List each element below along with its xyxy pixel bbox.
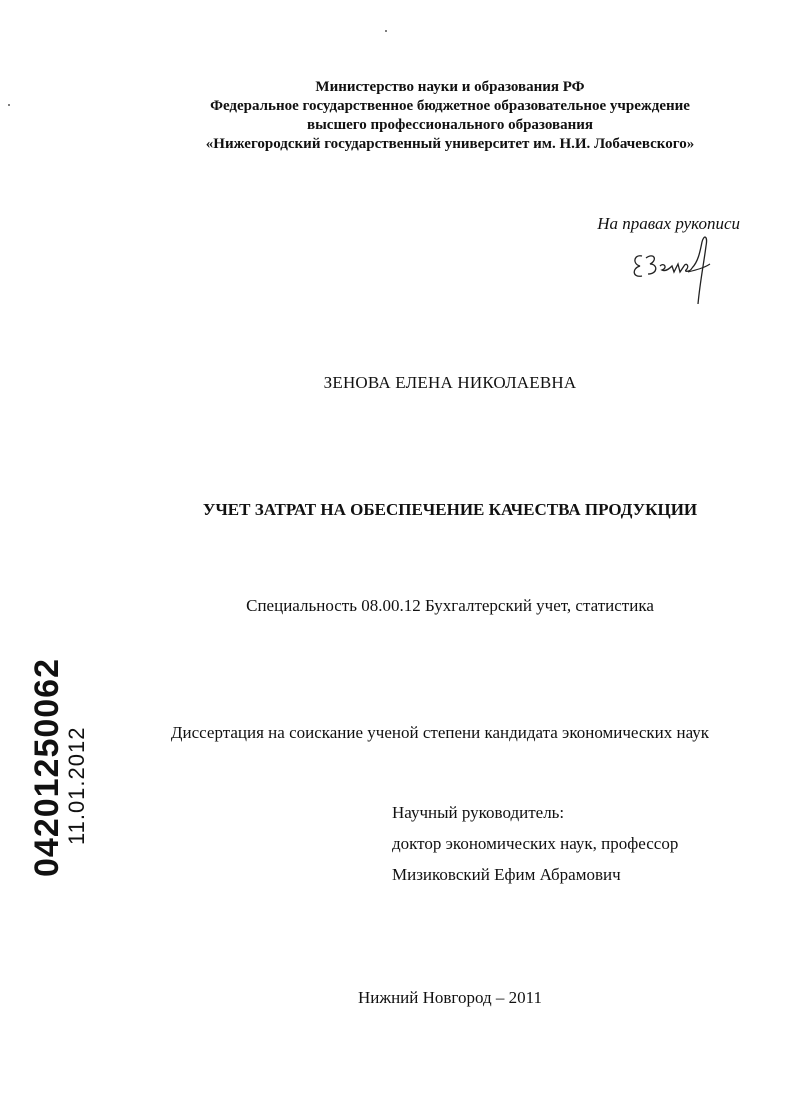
education-level-line: высшего профессионального образования	[306, 117, 593, 133]
degree-statement: Диссертация на соискание ученой степени кандидата экономических наук	[170, 723, 710, 742]
supervisor-degree: доктор экономических наук, профессор	[392, 834, 679, 853]
supervisor-label: Научный руководитель:	[392, 803, 565, 822]
university-name-line: «Нижегородский государственный университет им. Н.И. Лобачевского»	[205, 136, 695, 152]
dissertation-title: УЧЕТ ЗАТРАТ НА ОБЕСПЕЧЕНИЕ КАЧЕСТВА ПРОДУКЦИИ	[202, 500, 698, 519]
supervisor-block	[392, 797, 678, 890]
handwritten-signature	[628, 232, 728, 312]
specialty: Специальность 08.00.12 Бухгалтерский учет, статистика	[246, 596, 654, 615]
manuscript-note: На правах рукописи	[597, 214, 740, 233]
library-stamp-date: 11.01.2012	[64, 726, 89, 845]
scan-speck	[385, 30, 387, 32]
author-name: ЗЕНОВА ЕЛЕНА НИКОЛАЕВНА	[323, 373, 577, 392]
institution-header	[140, 78, 760, 154]
library-stamp-code: 04201250062	[28, 657, 66, 877]
scan-speck	[8, 104, 10, 106]
ministry-line: Министерство науки и образования РФ	[315, 79, 585, 95]
supervisor-name: Мизиковский Ефим Абрамович	[392, 865, 621, 884]
place-and-year: Нижний Новгород – 2011	[357, 988, 543, 1007]
institution-type-line: Федеральное государственное бюджетное образовательное учреждение	[210, 98, 690, 114]
